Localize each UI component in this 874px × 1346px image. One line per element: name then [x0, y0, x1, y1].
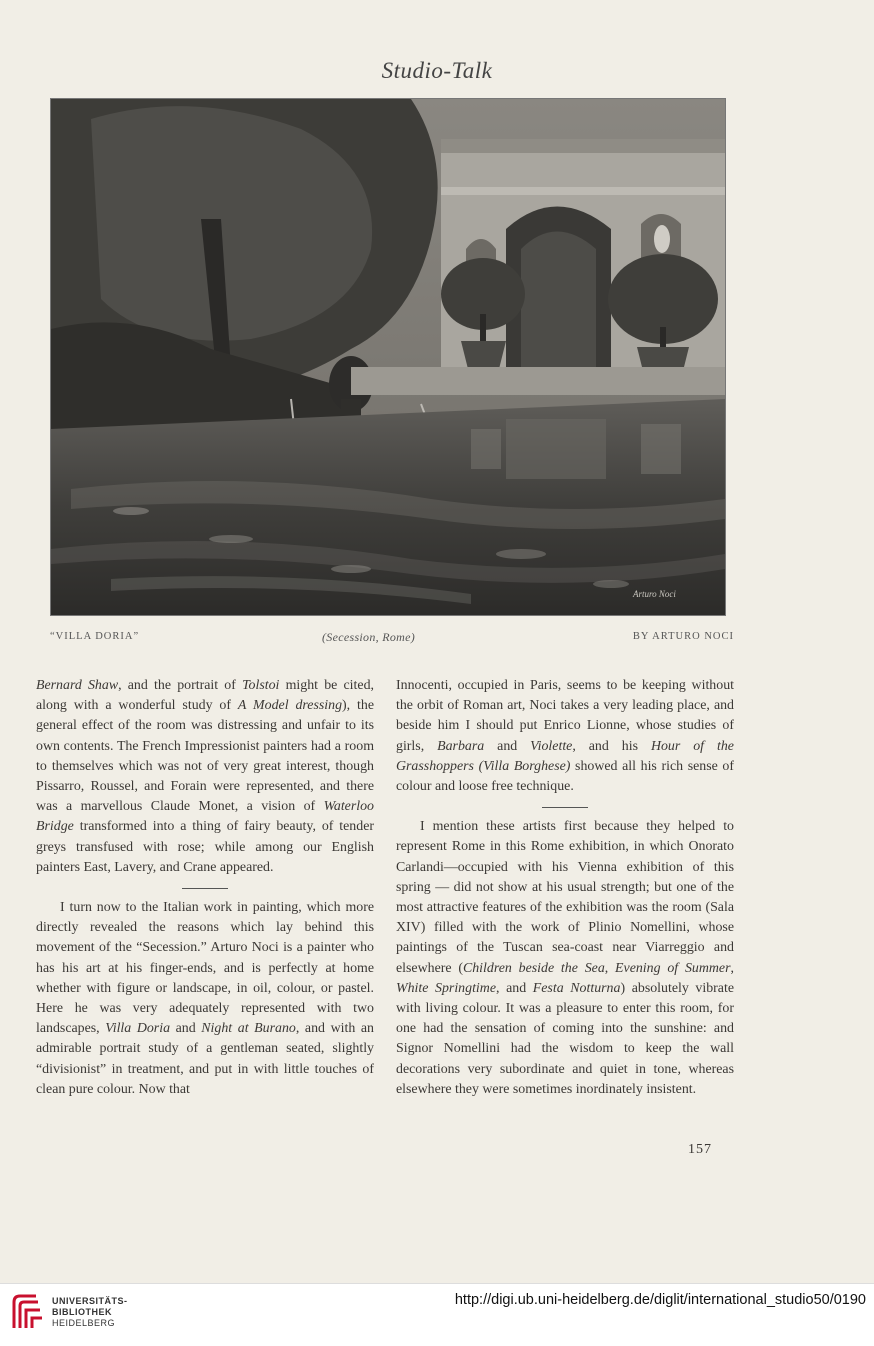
left-paragraph-2: [36, 898, 374, 1100]
library-name-line: UNIVERSITÄTS-: [52, 1296, 128, 1306]
right-paragraph-2: [396, 817, 734, 1100]
digitization-footer: [0, 1283, 874, 1346]
library-name: [52, 1296, 128, 1329]
title-children-beside-the-sea: Children beside the Sea: [462, 960, 605, 976]
page-number: 157: [688, 1142, 712, 1157]
text-run: might be cited, along with a wonderful study of: [36, 678, 374, 714]
painting-plate-villa-doria: [50, 98, 726, 616]
section-divider: [36, 878, 374, 898]
text-run: I turn now to the Italian work in painting, which more directly revealed the reasons which lay behind this movement of the “Secession.” Arturo Noci is a painter who has his art at his finger-ends, and is perfectly at home whether with figure or landscape, in oil, colour, or pastel. Here he was very adequately represented with two landscapes,: [36, 900, 374, 1037]
plate-caption: [50, 631, 734, 647]
caption-location: (Secession, Rome): [322, 630, 416, 644]
text-run: and: [484, 738, 531, 754]
text-run: , and the portrait of: [118, 678, 243, 693]
title-bernard-shaw: Bernard Shaw: [36, 678, 119, 693]
text-run: ) absolutely vibrate with living colour. It was a pleasure to enter this room, for one had the sensation of coming into the sunshine: and Signor Nomellini had the wisdom to keep the wall decorations very subordinate and quiet in tone, whereas elsewhere they were sometimes inordinately insistent.: [396, 980, 734, 1097]
text-run: showed all his rich sense of colour and loose free technique.: [396, 758, 735, 795]
text-column-right: [396, 676, 734, 1100]
title-villa-doria: Villa Doria: [105, 1021, 171, 1037]
title-white-springtime: White Springtime: [396, 980, 496, 996]
library-name-line: BIBLIOTHEK: [52, 1307, 112, 1317]
title-night-at-burano: Night at Burano: [201, 1021, 296, 1037]
title-barbara: Barbara: [437, 738, 485, 754]
text-run: ,: [730, 960, 734, 976]
text-run: , and with an admirable portrait study of a gentleman seated, slightly “divisionist” in treatment, and put in with little touches of clean pure colour. Now that: [36, 1021, 374, 1097]
text-run: I mention these artists first because they helped to represent Rome in this Rome exhibition, in which Onorato Carlandi—occupied with his Vienna exhibition of this spring — did not show at his usual strength; but one of the most attractive features of the exhibition was the room (Sala XIV) filled with the work of Plinio Nomellini, whose paintings of the Tuscan sea-coast near Viarreggio and elsewhere (: [396, 819, 734, 976]
library-name-line: HEIDELBERG: [52, 1318, 116, 1328]
title-violette: Violette: [530, 738, 573, 754]
title-tolstoi: Tolstoi: [242, 678, 280, 693]
section-divider: [396, 797, 734, 817]
caption-credit: BY ARTURO NOCI: [632, 631, 734, 642]
text-run: ), the general effect of the room was distressing and unfair to its own contents. The French Impressionist painters had a room to themselves which was not of very great interest, though Pissarro, Roussel, and Forain were represented, and there was a marvellous Claude Monet, a vision of: [36, 698, 374, 815]
title-waterloo-bridge: Waterloo Bridge: [36, 799, 374, 835]
text-run: , and his: [572, 738, 651, 754]
title-hour-of-the-grasshoppers: Hour of the Grasshoppers (Villa Borghese): [396, 738, 734, 774]
title-evening-of-summer: Evening of Summer: [615, 960, 731, 976]
text-run: and: [170, 1021, 202, 1037]
left-paragraph-1: [36, 676, 374, 878]
text-run: Innocenti, occupied in Paris, seems to be keeping without the orbit of Roman art, Noci takes a very leading place, and beside him I should put Enrico Lionne, whose studies of girls,: [396, 678, 734, 754]
title-a-model-dressing: A Model dressing: [237, 698, 343, 714]
painting-signature: Arturo Noci: [633, 589, 676, 599]
text-column-left: [36, 676, 374, 1100]
text-run: , and: [496, 980, 533, 996]
text-run: transformed into a thing of fairy beauty, of tender greys transfused with rose; while among our English painters East, Lavery, and Crane appeared.: [36, 819, 374, 875]
running-title: Studio-Talk: [381, 58, 493, 83]
caption-title: “VILLA DORIA”: [50, 631, 140, 642]
painting-illustration: [51, 99, 725, 615]
right-paragraph-1: [396, 676, 734, 797]
title-festa-notturna: Festa Notturna: [532, 980, 621, 996]
university-library-logo-icon: [10, 1292, 44, 1332]
permalink-url[interactable]: http://digi.ub.uni-heidelberg.de/diglit/international_studio50/0190: [454, 1292, 866, 1308]
text-run: ,: [604, 960, 616, 976]
